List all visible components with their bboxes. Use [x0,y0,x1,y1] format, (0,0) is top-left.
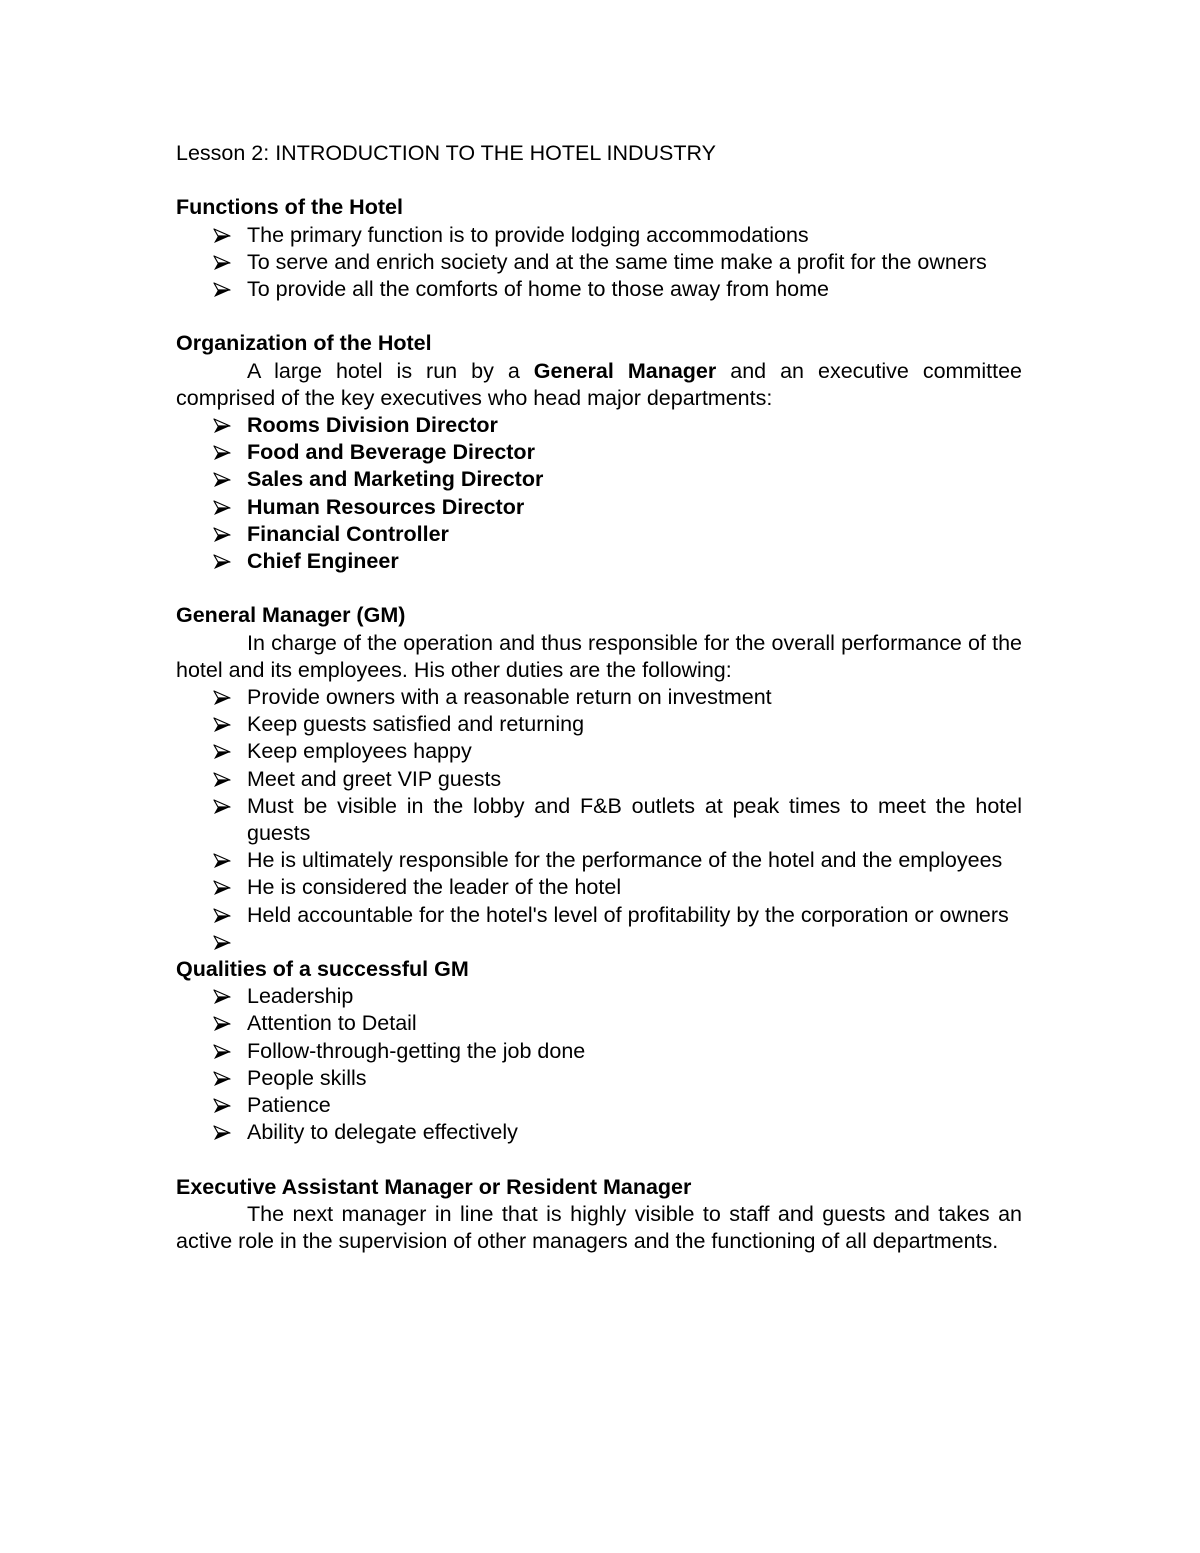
gm-paragraph: In charge of the operation and thus responsible for the overall performance of the hotel and its employees. His other duties are the following: [176,630,1022,682]
organization-paragraph: A large hotel is run by a General Manager and an executive committee comprised of the key executives who head major departments: [176,358,1022,410]
list-item: Must be visible in the lobby and F&B outlets at peak times to meet the hotel guests [176,793,1022,847]
eam-heading: Executive Assistant Manager or Resident Manager [176,1174,692,1199]
document-page [176,140,1022,1255]
arrow-bullet-icon [213,1119,233,1141]
list-item: Provide owners with a reasonable return on investment [176,684,1022,711]
arrow-bullet-icon [213,1010,233,1032]
qualities-heading: Qualities of a successful GM [176,957,469,982]
arrow-bullet-icon [213,902,233,924]
functions-heading: Functions of the Hotel [176,195,403,220]
arrow-bullet-icon [213,439,233,461]
list-item: Meet and greet VIP guests [176,766,1022,793]
arrow-bullet-icon [213,548,233,570]
arrow-bullet-icon [213,929,233,951]
list-item: Keep guests satisfied and returning [176,711,1022,738]
arrow-bullet-icon [213,738,233,760]
arrow-bullet-icon [213,874,233,896]
arrow-bullet-icon [213,412,233,434]
list-item: Attention to Detail [176,1010,1022,1037]
arrow-bullet-icon [213,222,233,244]
arrow-bullet-icon [213,276,233,298]
list-item: Human Resources Director [176,494,1022,521]
list-item: To serve and enrich society and at the same time make a profit for the owners [176,249,1022,276]
list-item: Financial Controller [176,521,1022,548]
arrow-bullet-icon [213,521,233,543]
functions-list [176,222,1022,304]
list-item: Patience [176,1092,1022,1119]
arrow-bullet-icon [213,466,233,488]
gm-heading: General Manager (GM) [176,603,406,628]
organization-heading: Organization of the Hotel [176,331,432,356]
list-item: The primary function is to provide lodging accommodations [176,222,1022,249]
arrow-bullet-icon [213,684,233,706]
list-item: To provide all the comforts of home to those away from home [176,276,1022,303]
list-item: Sales and Marketing Director [176,466,1022,493]
list-item: Follow-through-getting the job done [176,1038,1022,1065]
arrow-bullet-icon [213,793,233,815]
arrow-bullet-icon [213,766,233,788]
list-item: Ability to delegate effectively [176,1119,1022,1146]
list-item [176,929,1022,956]
list-item: People skills [176,1065,1022,1092]
eam-paragraph: The next manager in line that is highly visible to staff and guests and takes an active role in the supervision of other managers and the functioning of all departments. [176,1201,1022,1254]
list-item: Keep employees happy [176,738,1022,765]
list-item: Held accountable for the hotel's level of profitability by the corporation or owners [176,902,1022,929]
list-item: Chief Engineer [176,548,1022,575]
arrow-bullet-icon [213,1065,233,1087]
list-item: Rooms Division Director [176,412,1022,439]
arrow-bullet-icon [213,1092,233,1114]
qualities-list [176,983,1022,1146]
list-item: Leadership [176,983,1022,1010]
arrow-bullet-icon [213,983,233,1005]
list-item: Food and Beverage Director [176,439,1022,466]
lesson-title: Lesson 2: INTRODUCTION TO THE HOTEL INDUSTRY [176,141,716,165]
gm-duties-list [176,684,1022,956]
arrow-bullet-icon [213,249,233,271]
arrow-bullet-icon [213,494,233,516]
arrow-bullet-icon [213,711,233,733]
departments-list [176,412,1022,575]
list-item: He is considered the leader of the hotel [176,874,1022,901]
list-item: He is ultimately responsible for the performance of the hotel and the employees [176,847,1022,874]
arrow-bullet-icon [213,1038,233,1060]
arrow-bullet-icon [213,847,233,869]
